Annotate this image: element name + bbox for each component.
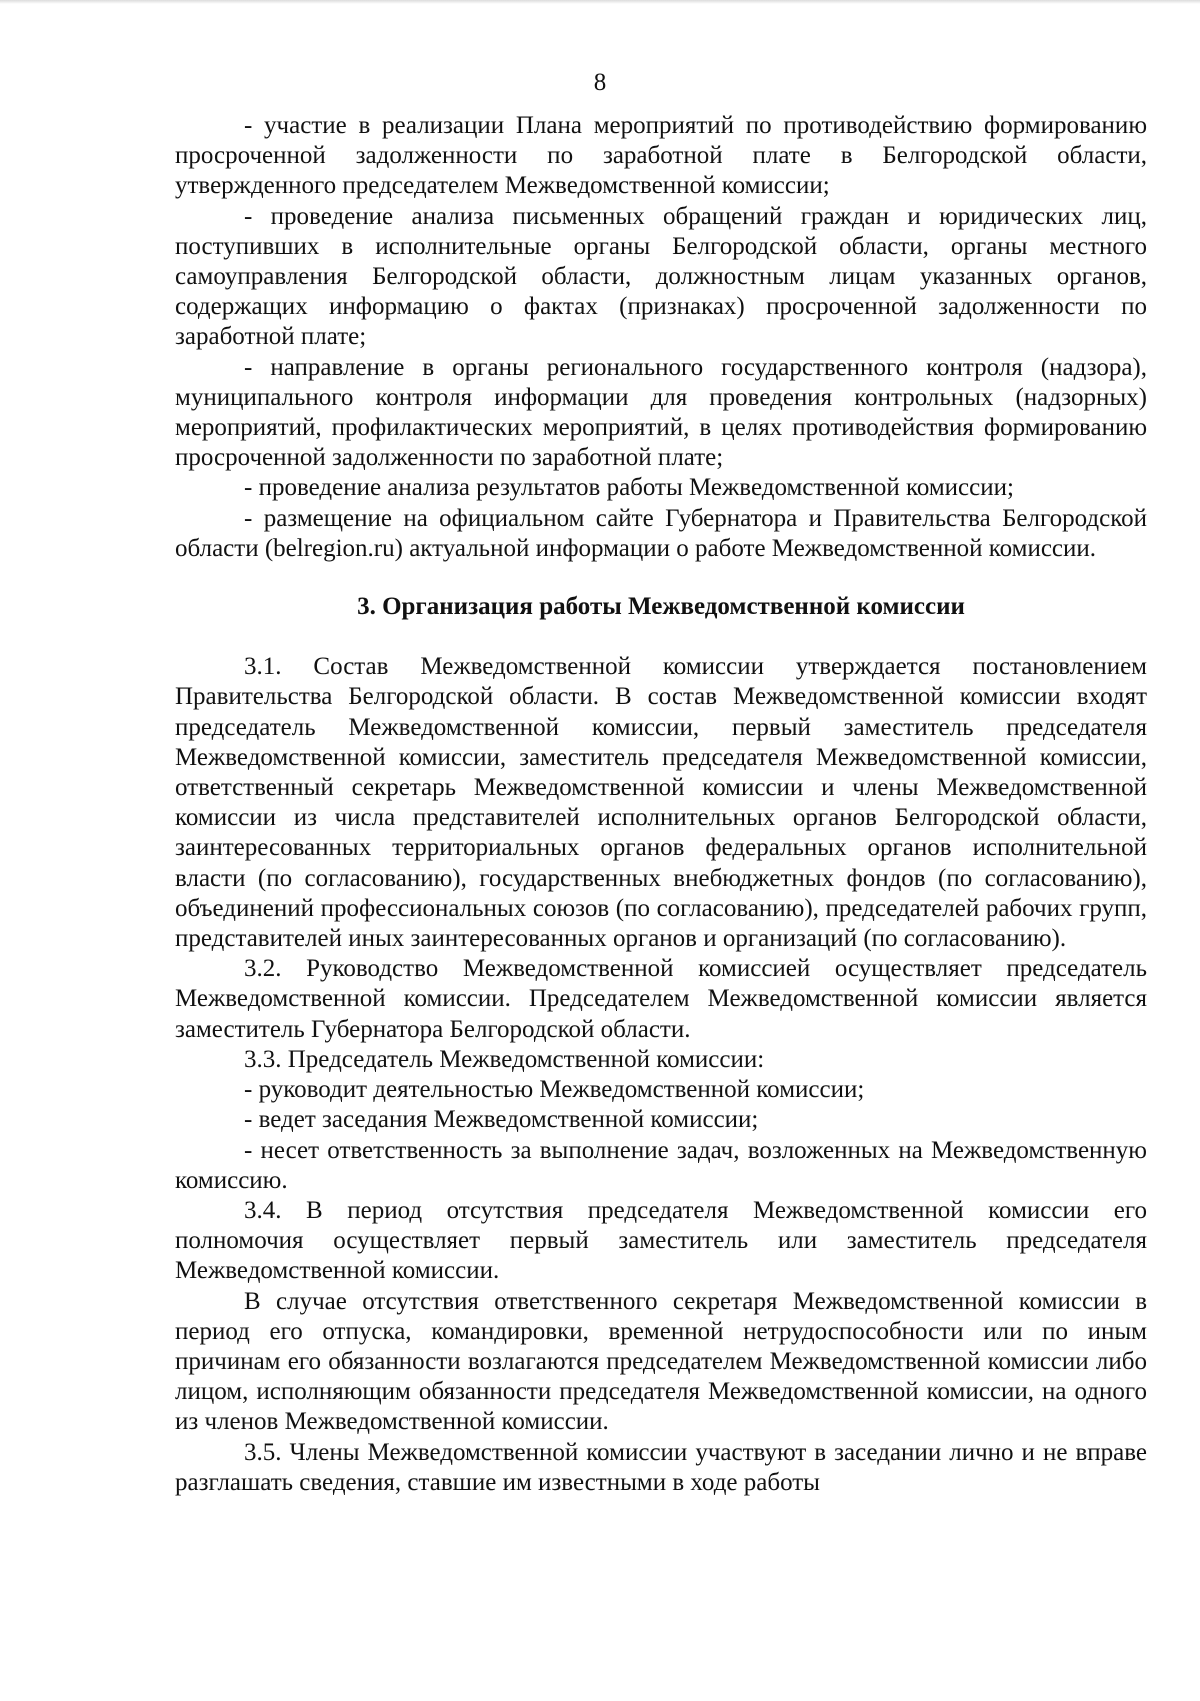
paragraph-website-publication: - размещение на официальном сайте Губернатора и Правительства Белгородской области (belregion.ru) актуальной информации о работе Межведомственной комиссии. [175,504,1147,562]
list-item-responsibility: - несет ответственность за выполнение задач, возложенных на Межведомственную комиссию. [175,1136,1147,1194]
paragraph-control-referral: - направление в органы регионального государственного контроля (надзора), муниципального контроля информации для проведения контрольных (надзорных) мероприятий, профилактических мероприятий, в целях противодействия формированию просроченной задолженности по заработной плате; [175,353,1147,472]
paragraph-3-1: 3.1. Состав Межведомственной комиссии утверждается постановлением Правительства Белгородской области. В состав Межведомственной комиссии входят председатель Межведомственной комиссии, первый заместитель председателя Межведомственной комиссии, заместитель председателя Межведомственной комиссии, ответственный секретарь Межведомственной комиссии и члены Межведомственной комиссии из числа представителей исполнительных органов Белгородской области, заинтересованных территориальных органов федеральных органов исполнительной власти (по согласованию), государственных внебюджетных фондов (по согласованию), объединений профессиональных союзов (по согласованию), председателей рабочих групп, представителей иных заинтересованных органов и организаций (по согласованию). [175,653,1147,953]
document-body [175,111,1147,1498]
page-number: 8 [593,69,607,96]
paragraph-appeals-analysis: - проведение анализа письменных обращений граждан и юридических лиц, поступивших в исполнительные органы Белгородской области, органы местного самоуправления Белгородской области, должностным лицам указанных органов, содержащих информацию о фактах (признаках) просроченной задолженности по заработной плате; [175,202,1147,351]
paragraph-3-3: 3.3. Председатель Межведомственной комиссии: [244,1045,765,1073]
paragraph-secretary-absence: В случае отсутствия ответственного секретаря Межведомственной комиссии в период его отпуска, командировки, временной нетрудоспособности или по иным причинам его обязанности возлагаются председателем Межведомственной комиссии либо лицом, исполняющим обязанности председателя Межведомственной комиссии, на одного из членов Межведомственной комиссии. [175,1287,1147,1436]
paragraph-3-4: 3.4. В период отсутствия председателя Межведомственной комиссии его полномочия осуществляет первый заместитель или заместитель председателя Межведомственной комиссии. [175,1196,1147,1285]
list-item-conducts-meetings: - ведет заседания Межведомственной комиссии; [244,1106,759,1134]
paragraph-results-analysis: - проведение анализа результатов работы Межведомственной комиссии; [244,474,1014,502]
scan-edge [0,0,1200,4]
paragraph-participation: - участие в реализации Плана мероприятий по противодействию формированию просроченной задолженности по заработной плате в Белгородской области, утвержденного председателем Межведомственной комиссии; [175,112,1147,200]
section-heading: 3. Организация работы Межведомственной комиссии [357,593,965,621]
paragraph-3-5: 3.5. Члены Межведомственной комиссии участвуют в заседании лично и не вправе разглашать сведения, ставшие им известными в ходе работы [175,1438,1147,1496]
paragraph-3-2: 3.2. Руководство Межведомственной комиссией осуществляет председатель Межведомственной комиссии. Председателем Межведомственной комиссии является заместитель Губернатора Белгородской области. [175,955,1147,1043]
list-item-leads-activity: - руководит деятельностью Межведомственной комиссии; [244,1076,865,1104]
